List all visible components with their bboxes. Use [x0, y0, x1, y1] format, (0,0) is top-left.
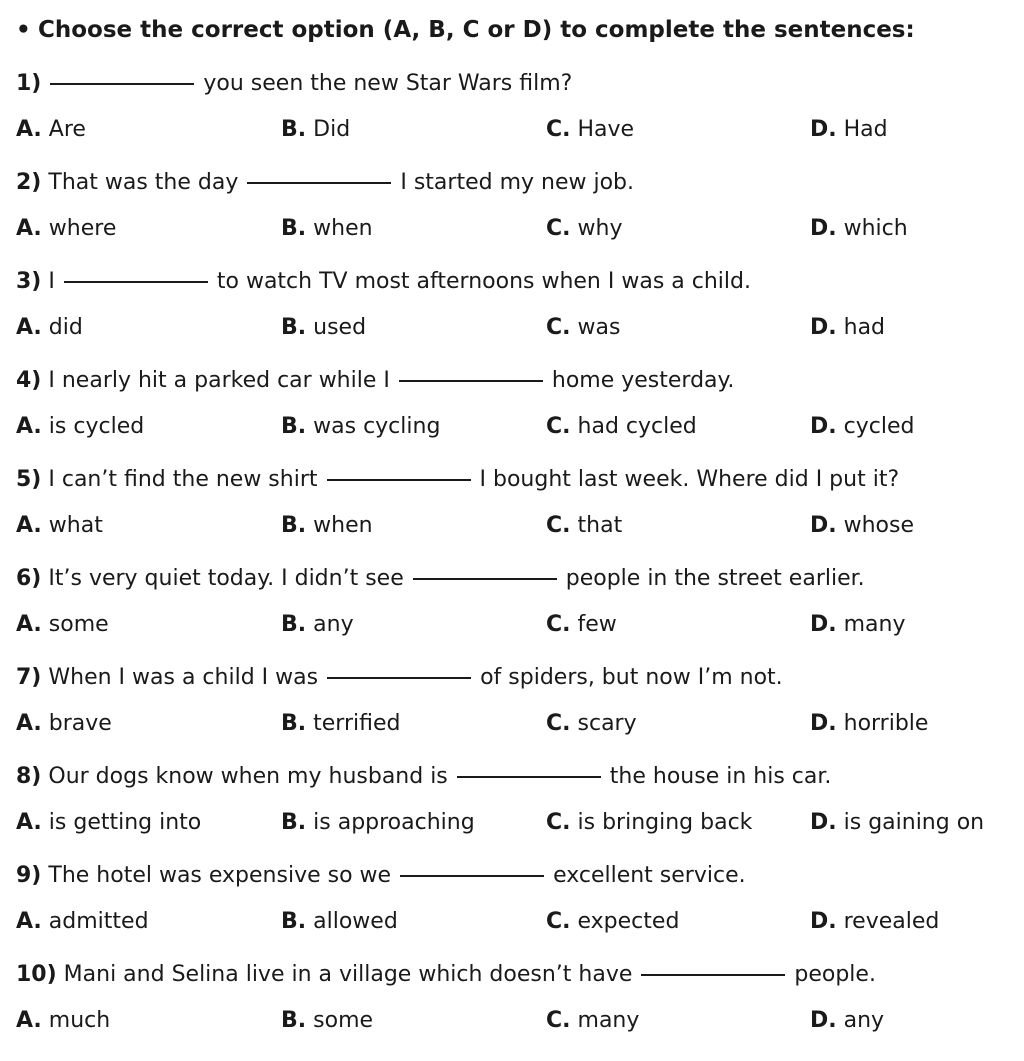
- option-a: [16, 600, 109, 649]
- option-letter: D.: [810, 315, 837, 340]
- option-b: [281, 798, 475, 847]
- option-text: which: [843, 216, 908, 241]
- option-text: Are: [48, 117, 86, 142]
- option-letter: A.: [16, 612, 42, 637]
- option-d: [810, 501, 914, 550]
- options-row: [16, 699, 1016, 748]
- option-letter: C.: [546, 513, 571, 538]
- option-text: terrified: [313, 711, 401, 736]
- bullet-icon: •: [16, 17, 31, 43]
- stem-text-before: I can’t find the new shirt: [48, 467, 318, 492]
- question-6: [16, 550, 1016, 649]
- option-text: did: [48, 315, 83, 340]
- option-letter: B.: [281, 216, 307, 241]
- option-c: [546, 303, 620, 352]
- option-text: used: [313, 315, 367, 340]
- option-b: [281, 501, 373, 550]
- options-row: [16, 501, 1016, 550]
- option-b: [281, 600, 354, 649]
- question-10: [16, 946, 1016, 1045]
- question-stem: [16, 55, 1016, 105]
- option-text: any: [843, 1008, 885, 1033]
- option-text: why: [577, 216, 623, 241]
- option-letter: B.: [281, 513, 307, 538]
- stem-text-after: home yesterday.: [551, 368, 735, 393]
- option-a: [16, 204, 116, 253]
- option-a: [16, 699, 112, 748]
- option-d: [810, 699, 928, 748]
- option-a: [16, 996, 110, 1045]
- stem-text-before: That was the day: [48, 170, 239, 195]
- option-text: when: [313, 513, 373, 538]
- answer-blank: [50, 55, 194, 85]
- option-letter: C.: [546, 117, 571, 142]
- answer-blank: [327, 451, 471, 481]
- option-text: whose: [843, 513, 915, 538]
- option-letter: A.: [16, 414, 42, 439]
- answer-blank: [327, 649, 471, 679]
- option-text: horrible: [843, 711, 929, 736]
- option-letter: D.: [810, 909, 837, 934]
- option-text: was: [577, 315, 621, 340]
- option-text: is gaining on: [843, 810, 985, 835]
- options-row: [16, 600, 1016, 649]
- question-3: [16, 253, 1016, 352]
- option-letter: A.: [16, 513, 42, 538]
- option-b: [281, 699, 400, 748]
- option-d: [810, 105, 888, 154]
- answer-blank: [641, 946, 785, 976]
- option-text: some: [313, 1008, 374, 1033]
- option-letter: C.: [546, 909, 571, 934]
- stem-text-before: Our dogs know when my husband is: [48, 764, 448, 789]
- stem-text-after: to watch TV most afternoons when I was a child.: [216, 269, 751, 294]
- answer-blank: [247, 154, 391, 184]
- options-row: [16, 897, 1016, 946]
- stem-text-after: people in the street earlier.: [565, 566, 865, 591]
- question-stem: [16, 550, 1016, 600]
- question-number: 4): [16, 368, 42, 393]
- question-stem: [16, 253, 1016, 303]
- option-text: Have: [577, 117, 635, 142]
- answer-blank: [399, 352, 543, 382]
- option-text: few: [577, 612, 617, 637]
- option-letter: C.: [546, 612, 571, 637]
- question-stem: [16, 451, 1016, 501]
- option-b: [281, 897, 398, 946]
- stem-text-after: the house in his car.: [609, 764, 832, 789]
- option-b: [281, 105, 350, 154]
- option-text: allowed: [313, 909, 398, 934]
- option-text: is bringing back: [577, 810, 753, 835]
- question-stem: [16, 352, 1016, 402]
- option-d: [810, 798, 984, 847]
- option-b: [281, 204, 373, 253]
- option-letter: C.: [546, 711, 571, 736]
- option-a: [16, 501, 103, 550]
- question-2: [16, 154, 1016, 253]
- question-8: [16, 748, 1016, 847]
- option-a: [16, 897, 149, 946]
- options-row: [16, 105, 1016, 154]
- stem-text-before: Mani and Selina live in a village which doesn’t have: [63, 962, 633, 987]
- stem-text-after: you seen the new Star Wars film?: [203, 71, 573, 96]
- question-5: [16, 451, 1016, 550]
- option-letter: B.: [281, 117, 307, 142]
- option-d: [810, 996, 884, 1045]
- option-letter: D.: [810, 216, 837, 241]
- option-letter: B.: [281, 414, 307, 439]
- stem-text-after: I bought last week. Where did I put it?: [479, 467, 900, 492]
- option-d: [810, 402, 914, 451]
- option-text: expected: [577, 909, 680, 934]
- option-c: [546, 105, 634, 154]
- options-row: [16, 798, 1016, 847]
- question-stem: [16, 154, 1016, 204]
- option-letter: D.: [810, 117, 837, 142]
- option-c: [546, 897, 679, 946]
- option-text: cycled: [843, 414, 915, 439]
- option-letter: D.: [810, 414, 837, 439]
- option-a: [16, 105, 86, 154]
- option-letter: D.: [810, 711, 837, 736]
- option-letter: C.: [546, 315, 571, 340]
- option-text: what: [48, 513, 103, 538]
- question-stem: [16, 847, 1016, 897]
- option-letter: B.: [281, 810, 307, 835]
- question-number: 2): [16, 170, 42, 195]
- question-1: [16, 55, 1016, 154]
- question-number: 10): [16, 962, 57, 987]
- answer-blank: [64, 253, 208, 283]
- option-d: [810, 204, 908, 253]
- option-letter: C.: [546, 216, 571, 241]
- question-number: 9): [16, 863, 42, 888]
- option-c: [546, 798, 752, 847]
- option-d: [810, 303, 885, 352]
- option-letter: D.: [810, 513, 837, 538]
- question-7: [16, 649, 1016, 748]
- option-text: is getting into: [48, 810, 202, 835]
- stem-text-before: I: [48, 269, 55, 294]
- instruction-text: Choose the correct option (A, B, C or D) to complete the sentences:: [38, 17, 915, 43]
- option-b: [281, 303, 366, 352]
- question-4: [16, 352, 1016, 451]
- option-text: was cycling: [313, 414, 441, 439]
- question-9: [16, 847, 1016, 946]
- option-text: where: [48, 216, 117, 241]
- option-letter: A.: [16, 810, 42, 835]
- option-letter: A.: [16, 216, 42, 241]
- stem-text-after: people.: [794, 962, 876, 987]
- option-text: brave: [48, 711, 112, 736]
- option-c: [546, 996, 639, 1045]
- option-letter: B.: [281, 909, 307, 934]
- option-text: that: [577, 513, 623, 538]
- option-b: [281, 402, 440, 451]
- option-c: [546, 501, 622, 550]
- question-stem: [16, 748, 1016, 798]
- option-text: Had: [843, 117, 888, 142]
- option-letter: C.: [546, 810, 571, 835]
- option-text: admitted: [48, 909, 149, 934]
- option-text: is cycled: [48, 414, 145, 439]
- question-number: 5): [16, 467, 42, 492]
- option-text: much: [48, 1008, 111, 1033]
- question-number: 1): [16, 71, 42, 96]
- question-number: 3): [16, 269, 42, 294]
- stem-text-before: The hotel was expensive so we: [48, 863, 392, 888]
- answer-blank: [400, 847, 544, 877]
- question-list: [16, 55, 1016, 1045]
- option-text: scary: [577, 711, 637, 736]
- option-letter: B.: [281, 612, 307, 637]
- options-row: [16, 402, 1016, 451]
- option-letter: A.: [16, 117, 42, 142]
- question-stem: [16, 946, 1016, 996]
- option-text: had cycled: [577, 414, 697, 439]
- option-letter: B.: [281, 315, 307, 340]
- option-letter: A.: [16, 711, 42, 736]
- option-text: had: [843, 315, 886, 340]
- answer-blank: [413, 550, 557, 580]
- answer-blank: [457, 748, 601, 778]
- option-letter: D.: [810, 612, 837, 637]
- option-text: any: [313, 612, 354, 637]
- option-letter: B.: [281, 1008, 307, 1033]
- stem-text-after: of spiders, but now I’m not.: [480, 665, 783, 690]
- question-number: 8): [16, 764, 42, 789]
- option-a: [16, 402, 144, 451]
- stem-text-before: It’s very quiet today. I didn’t see: [48, 566, 404, 591]
- option-letter: A.: [16, 315, 42, 340]
- option-letter: B.: [281, 711, 307, 736]
- option-c: [546, 600, 617, 649]
- stem-text-after: I started my new job.: [400, 170, 635, 195]
- option-letter: C.: [546, 1008, 571, 1033]
- option-letter: A.: [16, 909, 42, 934]
- options-row: [16, 996, 1016, 1045]
- option-letter: C.: [546, 414, 571, 439]
- option-d: [810, 600, 906, 649]
- question-number: 7): [16, 665, 42, 690]
- stem-text-before: I nearly hit a parked car while I: [48, 368, 390, 393]
- option-c: [546, 204, 622, 253]
- option-text: when: [313, 216, 373, 241]
- option-b: [281, 996, 373, 1045]
- option-c: [546, 699, 637, 748]
- instruction-heading: [16, 10, 915, 50]
- option-a: [16, 798, 201, 847]
- option-a: [16, 303, 83, 352]
- option-letter: D.: [810, 1008, 837, 1033]
- option-d: [810, 897, 939, 946]
- option-text: many: [577, 1008, 640, 1033]
- option-text: is approaching: [313, 810, 475, 835]
- stem-text-after: excellent service.: [553, 863, 746, 888]
- option-text: some: [48, 612, 109, 637]
- options-row: [16, 303, 1016, 352]
- question-stem: [16, 649, 1016, 699]
- option-letter: D.: [810, 810, 837, 835]
- option-letter: A.: [16, 1008, 42, 1033]
- option-text: Did: [313, 117, 351, 142]
- option-text: revealed: [843, 909, 940, 934]
- question-number: 6): [16, 566, 42, 591]
- option-c: [546, 402, 697, 451]
- stem-text-before: When I was a child I was: [48, 665, 319, 690]
- option-text: many: [843, 612, 906, 637]
- options-row: [16, 204, 1016, 253]
